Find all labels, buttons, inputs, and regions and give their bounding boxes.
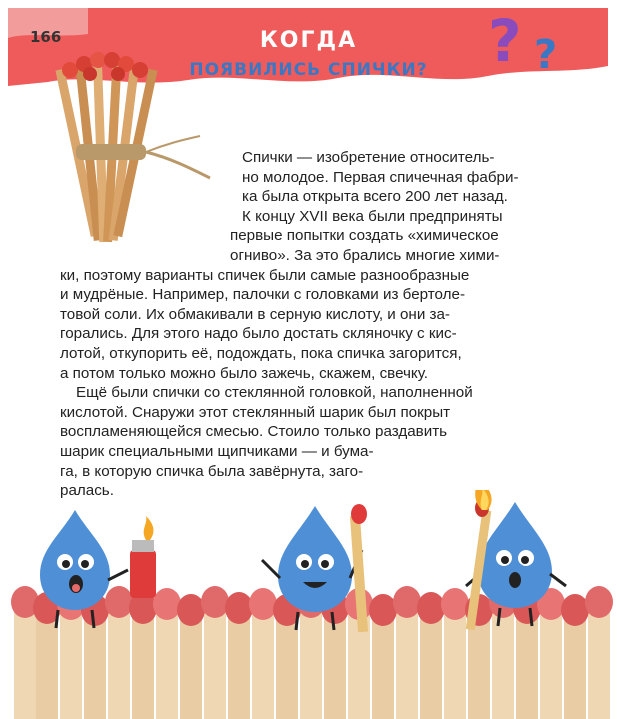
bottom-illustration [0, 490, 617, 719]
text-line: шарик специальными щипчиками — и бума- [60, 442, 374, 460]
text-line: первые попытки создать «химическое [230, 227, 499, 245]
question-marks-icon [488, 6, 588, 76]
text-line: товой соли. Их обмакивали в серную кислоту, и они за- [60, 305, 450, 323]
svg-text:?: ? [534, 32, 558, 76]
article-text [60, 148, 575, 501]
text-line: но молодое. Первая спичечная фабри- [242, 168, 519, 186]
text-line: ралась. [60, 482, 114, 500]
svg-text:?: ? [488, 7, 522, 75]
text-line: К концу XVII века были предприняты [242, 207, 503, 225]
text-line: воспламеняющейся смесью. Стоило только раздавить [60, 423, 448, 441]
text-line: Ещё были спички со стеклянной головкой, наполненной [76, 384, 473, 402]
page-title: КОГДА [259, 28, 358, 53]
text-line: а потом только можно было зажечь, скажем, свечку. [60, 364, 429, 382]
text-line: горались. Для этого надо было достать скляночку с кис- [60, 325, 457, 343]
page-number: 166 [30, 28, 62, 46]
text-line: га, в которую спичка была завёрнута, заго- [60, 462, 364, 480]
text-line: кислотой. Снаружи этот стеклянный шарик был покрыт [60, 403, 451, 421]
text-line: ки, поэтому варианты спичек были самые разнообразные [60, 266, 470, 284]
page-subtitle: ПОЯВИЛИСЬ СПИЧКИ? [189, 60, 428, 80]
text-line: и мудрёные. Например, палочки с головками из бертоле- [60, 286, 466, 304]
text-line: огниво». За это брались многие хими- [230, 246, 500, 264]
text-line: Спички — изобретение относитель- [242, 149, 495, 166]
text-line: ка была открыта всего 200 лет назад. [242, 188, 508, 206]
text-line: лотой, откупорить её, подождать, пока спичка загорится, [60, 344, 462, 362]
